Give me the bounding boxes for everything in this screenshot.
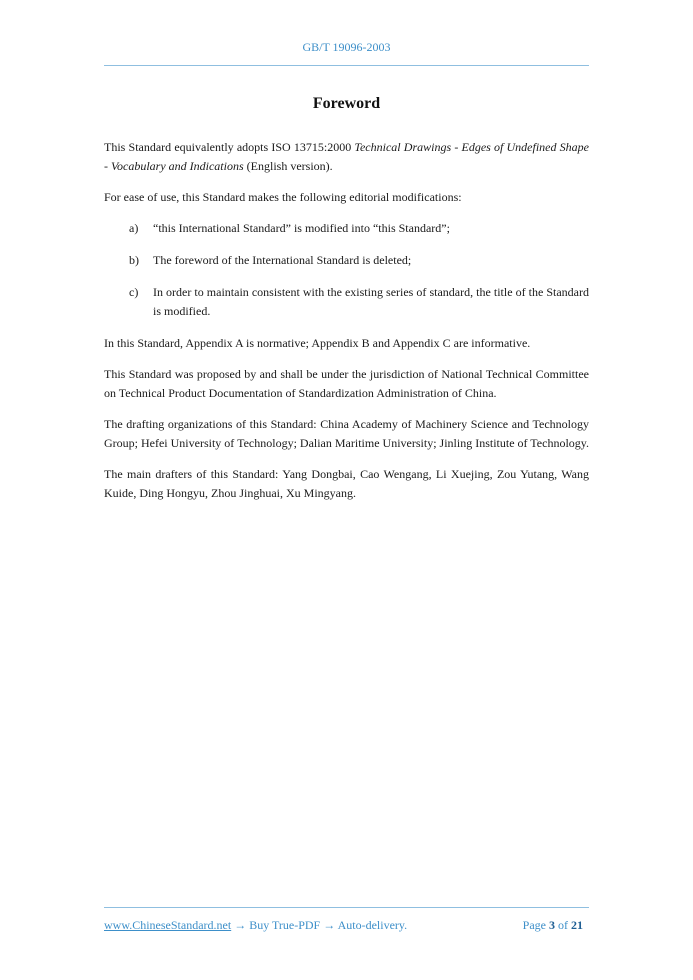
total-page-number: 21 [571, 918, 583, 932]
footer-promo [104, 918, 407, 933]
arrow-right-icon: → [234, 918, 247, 932]
list-marker: a) [129, 221, 139, 235]
foreword-body [104, 138, 589, 515]
page-indicator [523, 918, 583, 933]
list-item [104, 251, 589, 270]
paragraph-main-drafters: The main drafters of this Standard: Yang Dongbai, Cao Wengang, Li Xuejing, Zou Yutang, Wang Kuide, Ding Hongyu, Zhou Jinghuai, Xu Mingyang. [104, 467, 589, 500]
page-label: Page [522, 918, 546, 932]
website-link[interactable]: www.ChineseStandard.net [104, 918, 232, 932]
list-item [104, 219, 589, 238]
footer-divider [104, 907, 589, 908]
list-marker: b) [129, 253, 139, 267]
list-item-text: The foreword of the International Standard is deleted; [153, 253, 412, 267]
adopted-standard-title: Technical Drawings - Edges of Undefined Shape - Vocabulary and Indications [104, 140, 589, 173]
list-item [104, 283, 589, 321]
running-header [104, 40, 589, 55]
auto-delivery-text: Auto-delivery. [337, 918, 408, 932]
arrow-right-icon: → [323, 918, 336, 932]
standard-code: GB/T 19096-2003 [302, 40, 391, 54]
paragraph-modifications-intro: For ease of use, this Standard makes the following editorial modifications: [104, 190, 462, 204]
paragraph-appendices: In this Standard, Appendix A is normative; Appendix B and Appendix C are informative. [104, 336, 531, 350]
paragraph-drafting-organizations: The drafting organizations of this Standard: China Academy of Machinery Science and Technology Group; Hefei University of Technology; Dalian Maritime University; Jinling Institute of Technology. [104, 417, 590, 450]
adoption-text: This Standard equivalently adopts ISO 13715:2000 [104, 140, 355, 154]
paragraph-adoption [104, 138, 589, 176]
buy-true-pdf-text: Buy True-PDF [249, 918, 321, 932]
list-item-text: In order to maintain consistent with the existing series of standard, the title of the Standard is modified. [153, 285, 589, 318]
page-title: Foreword [312, 95, 381, 112]
adoption-suffix: (English version). [243, 159, 333, 173]
list-item-text: “this International Standard” is modified into “this Standard”; [153, 221, 450, 235]
current-page-number: 3 [549, 918, 555, 932]
of-label: of [558, 918, 568, 932]
paragraph-jurisdiction: This Standard was proposed by and shall be under the jurisdiction of National Technical Committee on Technical Product Documentation of Standardization Administration of China. [104, 367, 589, 400]
list-marker: c) [129, 285, 139, 299]
header-divider [104, 65, 589, 66]
